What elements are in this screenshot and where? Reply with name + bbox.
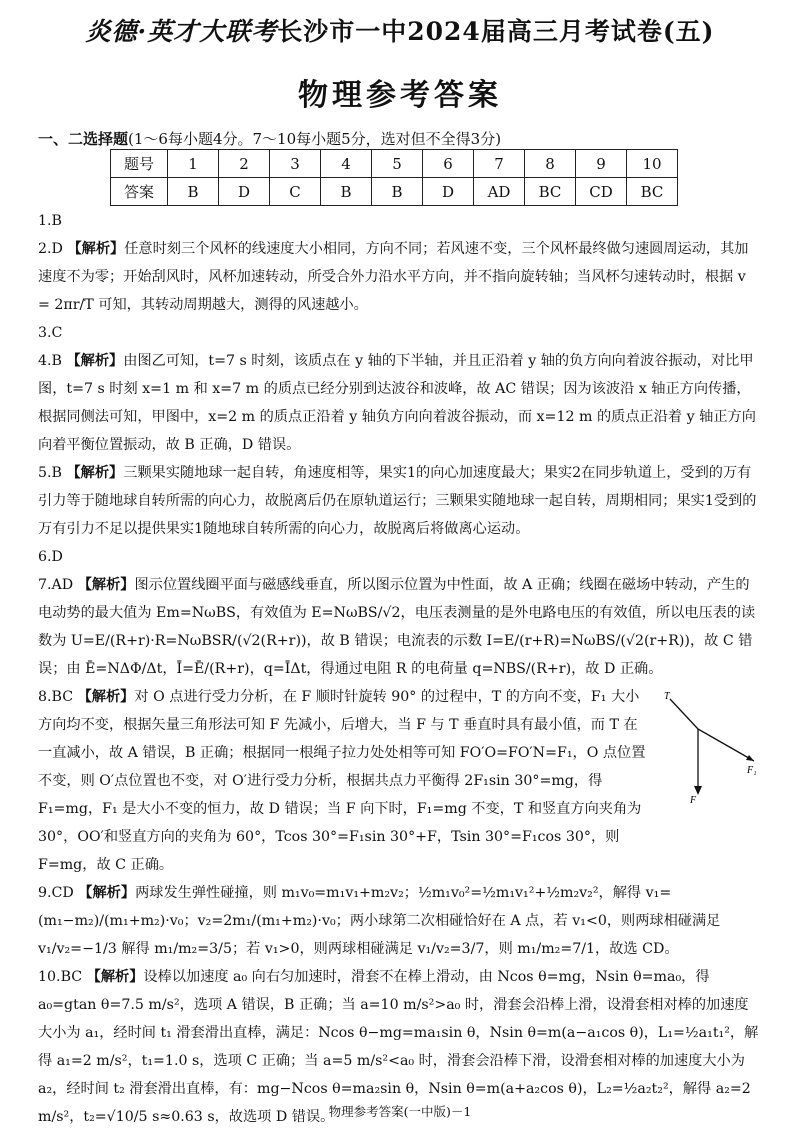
answer-q7	[38, 571, 762, 683]
question-number-cell: 7	[474, 150, 525, 178]
page-footer: 物理参考答案(一中版)－1	[328, 1104, 472, 1119]
label-f: F	[690, 795, 697, 806]
answer-q10-choice: 10.BC	[38, 969, 83, 985]
answer-q4-choice: 4.B	[38, 353, 62, 369]
answer-q9-analysis: 两球发生弹性碰撞，则 m₁v₀=m₁v₁+m₂v₂；½m₁v₀²=½m₁v₁²+½m₂v₂²，解得 v₁=(m₁−m₂)/(m₁+m₂)·v₀；v₂=2m₁/(m₁+m₂)·v₀；两小球第二次相碰恰好在 A 点，若 v₁<0，则两球相碰满足 v₁/v₂=−1/3 解得 m₁/m₂=3/5；若 v₁>0，则两球相碰满足 v₁/v₂=3/7，则 m₁/m₂=7/1，故选 CD。	[38, 885, 721, 957]
force-diagram	[662, 689, 762, 807]
answer-q9-choice: 9.CD	[38, 885, 74, 901]
answer-table-number-row	[111, 150, 678, 178]
answer-cell: B	[168, 178, 219, 206]
answer-q9	[38, 879, 762, 963]
answer-cell: BC	[627, 178, 678, 206]
answer-cell: B	[372, 178, 423, 206]
answer-q1: 1.B	[38, 213, 62, 229]
answer-q5-choice: 5.B	[38, 465, 62, 481]
rope-f1-line	[698, 729, 754, 761]
exam-name: 长沙市一中2024届高三月考试卷(五)	[277, 17, 715, 46]
question-number-cell: 8	[525, 150, 576, 178]
answer-q7-analysis: 图示位置线圈平面与磁感线垂直，所以图示位置为中性面，故 A 正确；线圈在磁场中转动，产生的电动势的最大值为 Em=NωBS，有效值为 E=NωBS/√2，电压表测量的是外电路电压的有效值，所以电压表的读数为 U=E/(R+r)·R=NωBSR/(√2(R+r))，故 B 错误；电流表的示数 I=E/(r+R)=NωBS/(√2(r+R))，故 C 错误；由 Ē=NΔΦ/Δt，Ī=Ē/(R+r)，q=ĪΔt，得通过电阻 R 的电荷量 q=NBS/(R+r)，故 D 正确。	[38, 577, 756, 677]
question-number-cell: 2	[219, 150, 270, 178]
question-number-cell: 9	[576, 150, 627, 178]
answer-q2-choice: 2.D	[38, 241, 63, 257]
answer-q5	[38, 459, 762, 543]
answer-q8-body	[38, 683, 648, 879]
section-scoring-note: (1～6每小题4分。7～10每小题5分，选对但不全得3分)	[128, 130, 502, 148]
answer-q8-analysis: 对 O 点进行受力分析，在 F 顺时针旋转 90° 的过程中，T 的方向不变，F₁ 大小方向均不变，根据矢量三角形法可知 F 先减小，后增大，当 F 与 T 垂直时具有最小值，而 T 在一直减小，故 A 错误，B 正确；根据同一根绳子拉力处处相等可知 FO′O=FO′N=F₁，O 点位置不变，则 O′点位置也不变，对 O′进行受力分析，根据共点力平衡得 2F₁sin 30°=mg，得 F₁=mg，F₁ 是大小不变的恒力，故 D 错误；当 F 向下时，F₁=mg 不变，T 和竖直方向夹角为 30°，OO′和竖直方向的夹角为 60°，Tcos 30°=F₁sin 30°+F，Tsin 30°=F₁cos 30°，则 F=mg，故 C 正确。	[38, 689, 646, 873]
question-number-cell: 3	[270, 150, 321, 178]
answer-q4-analysis: 由图乙可知，t=7 s 时刻，该质点在 y 轴的下半轴，并且正沿着 y 轴的负方向向着波谷振动，对比甲图，t=7 s 时刻 x=1 m 和 x=7 m 的质点已经分别到达波谷和波峰，故 AC 错误；因为该波沿 x 轴正方向传播，根据同侧法可知，甲图中，x=2 m 的质点正沿着 y 轴负方向向着波谷振动，而 x=12 m 的质点正沿着 y 轴正方向向着平衡位置振动，故 B 正确，D 错误。	[38, 353, 756, 453]
answer-q10-analysis: 设棒以加速度 a₀ 向右匀加速时，滑套不在棒上滑动，由 Ncos θ=mg，Nsin θ=ma₀，得 a₀=gtan θ=7.5 m/s²，选项 A 错误，B 正确；当 a=10 m/s²>a₀ 时，滑套会沿棒上滑，设滑套相对棒的加速度大小为 a₁，经时间 t₁ 滑套滑出直棒，满足：Ncos θ−mg=ma₁sin θ，Nsin θ=m(a−a₁cos θ)，L₁=½a₁t₁²，解得 a₁=2 m/s²，t₁=1.0 s，选项 C 正确；当 a=5 m/s²<a₀ 时，滑套会沿棒下滑，设滑套相对棒的加速度大小为 a₂，经时间 t₂ 滑套滑出直棒，有：mg−Ncos θ=ma₂sin θ，Nsin θ=m(a+a₂cos θ)，L₂=½a₂t₂²，解得 a₂=2 m/s²，t₂=√10/5 s≈0.63 s，故选项 D 错误。	[38, 969, 759, 1125]
analysis-tag: 【解析】	[78, 885, 136, 901]
table-row-label: 题号	[111, 150, 168, 178]
rope-t-line	[670, 699, 698, 729]
answer-cell: D	[423, 178, 474, 206]
answer-q8-choice: 8.BC	[38, 689, 74, 705]
brand-name: 炎德·英才大联考	[85, 17, 278, 46]
label-f1: F₁	[747, 765, 757, 776]
section-heading	[38, 128, 501, 149]
f1-arrowhead-icon	[746, 755, 754, 761]
answer-cell: B	[321, 178, 372, 206]
answer-cell: AD	[474, 178, 525, 206]
analysis-tag: 【解析】	[77, 577, 135, 593]
f-arrowhead-icon	[694, 786, 702, 795]
question-number-cell: 6	[423, 150, 474, 178]
answer-q2-analysis: 任意时刻三个风杯的线速度大小相同，方向不同；若风速不变，三个风杯最终做匀速圆周运动，其加速度不为零；开始刮风时，风杯加速转动，所受合外力沿水平方向，并不指向旋转轴；当风杯匀速转动时，根据 v = 2πr/T 可知，其转动周期越大，测得的风速越小。	[38, 241, 749, 313]
answer-cell: CD	[576, 178, 627, 206]
answer-key-title: 物理参考答案	[298, 78, 502, 113]
label-t: T	[664, 691, 670, 702]
answer-cell: C	[270, 178, 321, 206]
answer-q3: 3.C	[38, 325, 63, 341]
answer-q6: 6.D	[38, 549, 63, 565]
answer-table	[110, 149, 678, 206]
answer-cell: D	[219, 178, 270, 206]
analysis-tag: 【解析】	[67, 241, 125, 257]
explanations	[38, 207, 762, 1131]
question-number-cell: 10	[627, 150, 678, 178]
question-number-cell: 1	[168, 150, 219, 178]
table-row-label: 答案	[111, 178, 168, 206]
analysis-tag: 【解析】	[66, 353, 124, 369]
question-number-cell: 4	[321, 150, 372, 178]
analysis-tag: 【解析】	[66, 465, 124, 481]
analysis-tag: 【解析】	[86, 969, 144, 985]
answer-q8	[38, 683, 762, 879]
question-number-cell: 5	[372, 150, 423, 178]
answer-q2	[38, 235, 762, 319]
answer-cell: BC	[525, 178, 576, 206]
section-title: 一、二选择题	[38, 130, 129, 148]
answer-q7-choice: 7.AD	[38, 577, 74, 593]
analysis-tag: 【解析】	[77, 689, 135, 705]
answer-q5-analysis: 三颗果实随地球一起自转，角速度相等，果实1的向心加速度最大；果实2在同步轨道上，受到的万有引力等于随地球自转所需的向心力，故脱离后仍在原轨道运行；三颗果实随地球一起自转，周期相同；果实1受到的万有引力不足以提供果实1随地球自转所需的向心力，故脱离后将做离心运动。	[38, 465, 757, 537]
answer-table-answer-row	[111, 178, 678, 206]
exam-title	[0, 12, 800, 48]
answer-q4	[38, 347, 762, 459]
